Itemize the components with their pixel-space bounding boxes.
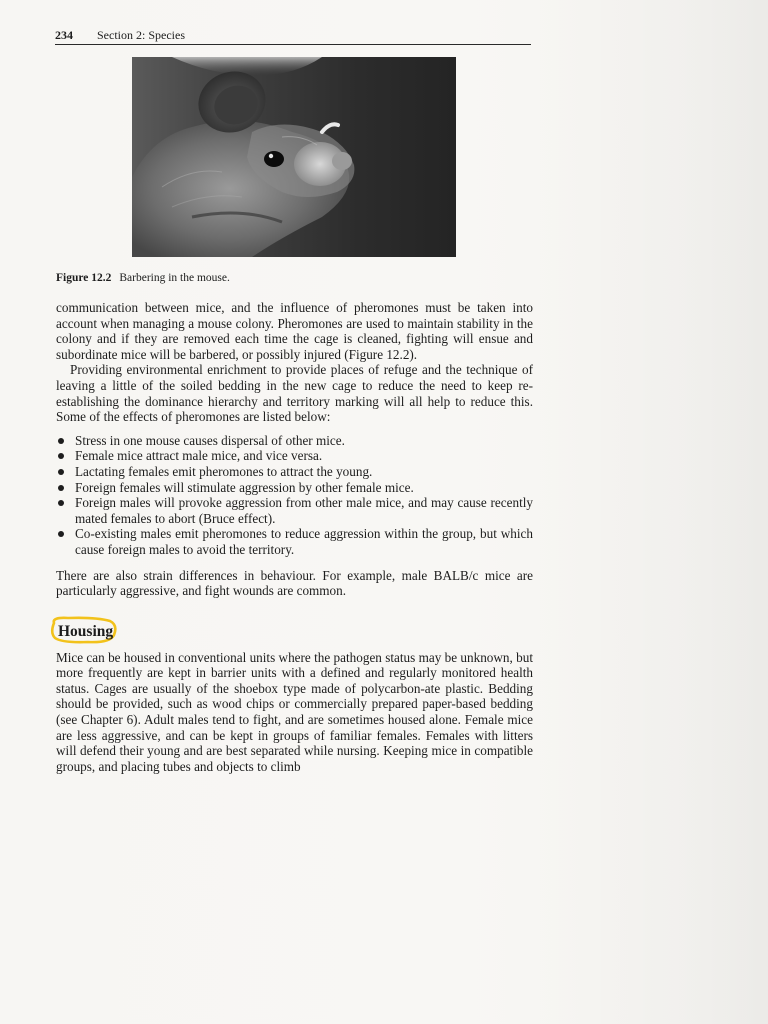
- section-heading-housing: Housing: [58, 622, 114, 640]
- page-edge-shading: [538, 0, 768, 1024]
- housing-heading-block: [56, 620, 533, 644]
- bullet-icon: [58, 485, 64, 491]
- list-item: Female mice attract male mice, and vice versa.: [56, 448, 533, 464]
- paragraph-enrichment: Providing environmental enrichment to provide places of refuge and the technique of leaving a little of the soiled bedding in the new cage to reduce the need to keep re-establishing the dominance hierarchy and territory marking will all help to reduce this. Some of the effects of pheromones are listed below:: [56, 362, 533, 425]
- running-head: [55, 27, 531, 45]
- page-number: 234: [55, 28, 73, 42]
- paragraph-housing: Mice can be housed in conventional units where the pathogen status may be unknown, but more frequently are kept in barrier units with a defined and regularly monitored health status. Cages are usually of the shoebox type made of polycarbon-ate plastic. Bedding should be provided, such as wood chips or commercially prepared paper-based bedding (see Chapter 6). Adult males tend to fight, and are sometimes housed alone. Female mice are less aggressive, and can be kept in groups of familiar females. Females with litters will defend their young and are best separated while nursing. Keeping mice in compatible groups, and placing tubes and objects to climb: [56, 649, 533, 774]
- bullet-icon: [58, 453, 64, 459]
- bullet-icon: [58, 438, 64, 444]
- figure-caption: [56, 271, 230, 286]
- list-item: Co-existing males emit pheromones to reduce aggression within the group, but which cause foreign males to avoid the territory.: [56, 526, 533, 557]
- figure-label: Figure 12.2: [56, 272, 112, 284]
- paragraph-strain-differences: There are also strain differences in behaviour. For example, male BALB/c mice are particularly aggressive, and fight wounds are common.: [56, 567, 533, 599]
- list-item: Stress in one mouse causes dispersal of other mice.: [56, 433, 533, 449]
- mouse-photo-illustration: [132, 57, 456, 257]
- body-text: [56, 300, 533, 774]
- bullet-icon: [58, 531, 64, 537]
- list-item: Lactating females emit pheromones to attract the young.: [56, 464, 533, 480]
- paragraph-continuation: communication between mice, and the influence of pheromones must be taken into account when managing a mouse colony. Pheromones are used to maintain stability in the colony and if they are removed each time the cage is cleaned, fighting will ensue and subordinate mice will be barbered, or possibly injured (Figure 12.2).: [56, 300, 533, 362]
- list-item: Foreign males will provoke aggression from other male mice, and may cause recently mated females to abort (Bruce effect).: [56, 495, 533, 526]
- figure-caption-text: Barbering in the mouse.: [119, 272, 230, 284]
- list-item: Foreign females will stimulate aggression by other female mice.: [56, 480, 533, 496]
- bullet-icon: [58, 469, 64, 475]
- section-title: Section 2: Species: [97, 28, 185, 42]
- bullet-icon: [58, 500, 64, 506]
- pheromone-effects-list: [56, 433, 533, 558]
- figure-photo-mouse: [132, 57, 456, 257]
